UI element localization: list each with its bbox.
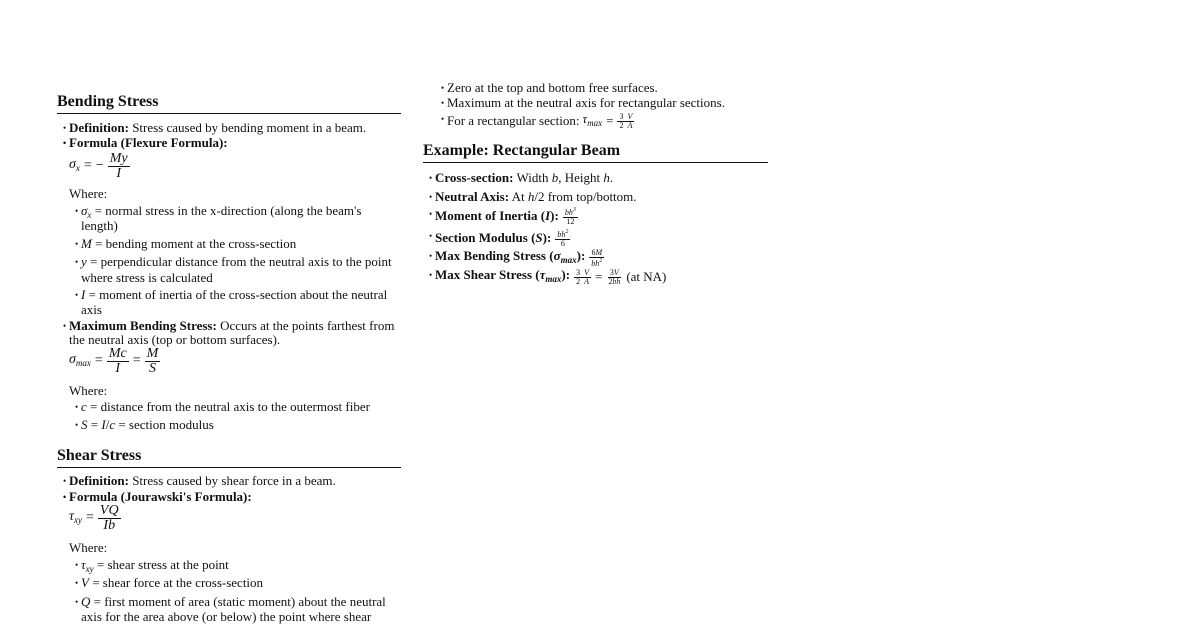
rect-max-shear: • For a rectangular section: $\tau_{max}$ = $\frac{3}{2}$ $\frac{V}{A}$ (447, 112, 634, 131)
max-stress-formula: $\sigma_{max}$ = $\frac{Mc}{I}$ = $\frac{M}{S}$ (69, 346, 159, 376)
inertia-definition: • I = moment of inertia of the cross-section about the neutral (81, 288, 387, 303)
shear-definition: • Definition: Stress caused by shear force in a beam. (69, 474, 336, 489)
bending-where-2: Where: (69, 383, 108, 398)
tau-definition: • $\tau_{xy}$ = shear stress at the point (81, 558, 229, 577)
s-definition: • S = I/c = section modulus (81, 418, 214, 433)
shear-formula-label: • Formula (Jourawski's Formula): (69, 490, 252, 505)
shear-max-neutral-axis: • Maximum at the neutral axis for rectangular sections. (447, 96, 725, 111)
example-moment-of-inertia: • Moment of Inertia (I): $\frac{bh^3}{12}$ (435, 207, 578, 226)
y-definition-cont: where stress is calculated (81, 270, 213, 285)
bending-where: Where: (69, 186, 108, 201)
bending-definition: • Definition: Stress caused by bending moment in a beam. (69, 121, 366, 136)
bending-stress-heading: Bending Stress (57, 93, 401, 114)
bending-formula-label: • Formula (Flexure Formula): (69, 136, 228, 151)
c-definition: • c = distance from the neutral axis to the outermost fiber (81, 400, 370, 415)
jourawski-formula: $\tau_{xy}$ = $\frac{VQ}{Ib}$ (69, 503, 119, 533)
y-definition: • y = perpendicular distance from the neutral axis to the point (81, 255, 392, 270)
example-section-modulus: • Section Modulus (S): $\frac{bh^2}{6}$ (435, 229, 570, 248)
sigma-definition: • $\sigma_x$ = normal stress in the x-direction (along the beam's (81, 204, 361, 223)
shear-zero-surfaces: • Zero at the top and bottom free surfaces. (447, 81, 658, 96)
max-bending-stress: • Maximum Bending Stress: Occurs at the points farthest from (69, 319, 394, 334)
shear-where: Where: (69, 540, 108, 555)
example-max-bending: • Max Bending Stress $(\sigma_{max})$: $\frac{6M}{bh^2}$ (435, 249, 604, 268)
shear-stress-heading: Shear Stress (57, 447, 401, 468)
example-max-shear: • Max Shear Stress $(\tau_{max})$: $\frac{3}{2}$ $\frac{V}{A}$ = $\frac{3V}{2bh}$ (at NA) (435, 268, 666, 287)
moment-definition: • M = bending moment at the cross-section (81, 237, 296, 252)
max-bending-stress-cont: the neutral axis (top or bottom surfaces). (69, 332, 281, 347)
example-heading: Example: Rectangular Beam (423, 142, 768, 163)
example-neutral-axis: • Neutral Axis: At h/2 from top/bottom. (435, 190, 637, 205)
example-cross-section: • Cross-section: Width b, Height h. (435, 171, 613, 186)
flexure-formula: $\sigma_x$ = − $\frac{My}{I}$ (69, 151, 128, 181)
inertia-definition-cont: axis (81, 302, 102, 317)
v-definition: • V = shear force at the cross-section (81, 576, 263, 591)
q-definition: • Q = first moment of area (static moment) about the neutral (81, 595, 386, 610)
q-definition-cont: axis for the area above (or below) the point where shear (81, 609, 372, 624)
sigma-definition-cont: length) (81, 218, 118, 233)
